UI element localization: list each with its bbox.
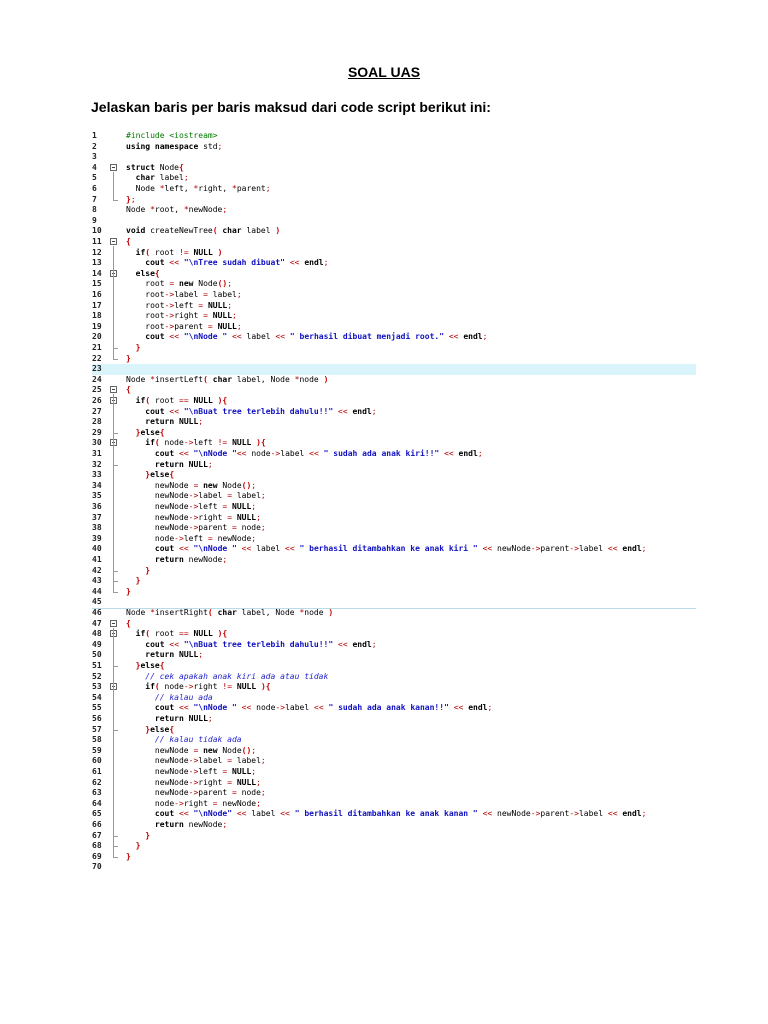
code-line-17 xyxy=(92,301,696,312)
code-text: } xyxy=(145,830,151,840)
fold-collapse-icon[interactable] xyxy=(110,164,117,171)
code-text: cout << "\nNode" << label << " berhasil ditambahkan ke anak kanan " << newNode->parent->label << endl; xyxy=(154,809,647,819)
code-line-47 xyxy=(92,619,696,630)
line-number: 4 xyxy=(92,162,97,172)
fold-guide-end xyxy=(113,730,118,731)
code-line-16 xyxy=(92,290,696,301)
fold-guide-end xyxy=(113,836,118,837)
code-text: } xyxy=(135,343,141,352)
line-number: 49 xyxy=(92,639,102,649)
line-number: 51 xyxy=(92,661,102,670)
code-line-29 xyxy=(92,428,696,439)
code-text: newNode->parent = node; xyxy=(126,788,266,798)
code-line-55 xyxy=(92,703,696,714)
code-text: cout << "\nNode " << label << " berhasil dibuat menjadi root." << endl; xyxy=(145,332,488,342)
line-number: 36 xyxy=(92,502,102,511)
fold-guide-end xyxy=(113,433,118,434)
code-text: newNode->left = NULL; xyxy=(126,767,257,776)
code-text: root->right = NULL; xyxy=(126,311,237,321)
line-number: 57 xyxy=(92,724,102,734)
line-number: 11 xyxy=(92,237,102,246)
fold-collapse-icon[interactable] xyxy=(110,386,117,393)
code-text: } xyxy=(126,851,131,861)
code-line-70 xyxy=(92,862,696,873)
code-line-20 xyxy=(92,332,696,343)
fold-guide-end xyxy=(113,200,118,201)
line-number: 60 xyxy=(92,756,102,766)
line-number: 55 xyxy=(92,703,102,713)
code-text: newNode->label = label; xyxy=(126,756,266,766)
code-text: return NULL; xyxy=(154,459,213,469)
line-number: 40 xyxy=(92,544,102,554)
code-text: if( root != NULL ) xyxy=(135,247,223,257)
line-number: 34 xyxy=(92,480,102,490)
code-line-2 xyxy=(92,142,696,153)
code-text: newNode->parent = node; xyxy=(126,523,266,533)
code-line-50 xyxy=(92,650,696,661)
fold-guide xyxy=(113,405,114,433)
code-line-35 xyxy=(92,491,696,502)
code-line-30 xyxy=(92,438,696,449)
line-number: 52 xyxy=(92,671,102,681)
line-number: 30 xyxy=(92,438,102,448)
code-line-63 xyxy=(92,788,696,799)
code-text: root = new Node(); xyxy=(126,279,233,289)
line-number: 14 xyxy=(92,268,102,278)
code-text: { xyxy=(126,385,131,395)
code-line-36 xyxy=(92,502,696,513)
line-number: 58 xyxy=(92,735,102,745)
line-number: 1 xyxy=(92,131,97,140)
line-number: 63 xyxy=(92,788,102,798)
code-line-33 xyxy=(92,470,696,481)
code-line-11 xyxy=(92,237,696,248)
line-number: 45 xyxy=(92,597,102,607)
code-line-58 xyxy=(92,735,696,746)
code-line-48 xyxy=(92,629,696,640)
line-number: 24 xyxy=(92,374,102,384)
code-line-22 xyxy=(92,354,696,365)
code-line-51 xyxy=(92,661,696,672)
code-text: root->parent = NULL; xyxy=(126,321,242,331)
code-line-24 xyxy=(92,375,696,386)
line-number: 65 xyxy=(92,809,102,819)
code-line-39 xyxy=(92,534,696,545)
fold-guide-end xyxy=(113,465,118,466)
line-number: 21 xyxy=(92,343,102,352)
code-text: #include <iostream> xyxy=(126,131,218,140)
code-line-15 xyxy=(92,279,696,290)
code-text: } xyxy=(126,586,131,596)
line-number: 48 xyxy=(92,629,102,639)
fold-guide xyxy=(113,691,114,729)
code-text: cout << "\nBuat tree terlebih dahulu!!" << endl; xyxy=(145,406,377,416)
line-number: 43 xyxy=(92,576,102,586)
line-number: 5 xyxy=(92,173,97,183)
line-number: 10 xyxy=(92,226,102,236)
line-number: 27 xyxy=(92,406,102,416)
code-line-62 xyxy=(92,778,696,789)
fold-guide xyxy=(113,469,114,571)
line-number: 22 xyxy=(92,353,102,363)
code-line-31 xyxy=(92,449,696,460)
fold-collapse-icon[interactable] xyxy=(110,238,117,245)
code-line-60 xyxy=(92,756,696,767)
fold-guide-end xyxy=(113,846,118,847)
code-text: }; xyxy=(126,194,136,204)
code-line-26 xyxy=(92,396,696,407)
fold-guide xyxy=(113,172,114,200)
line-number: 7 xyxy=(92,194,97,204)
code-line-67 xyxy=(92,831,696,842)
code-text: newNode->right = NULL; xyxy=(126,512,261,522)
line-number: 68 xyxy=(92,841,102,851)
line-number: 64 xyxy=(92,798,102,808)
code-text: struct Node{ xyxy=(126,162,184,172)
code-text: using namespace std; xyxy=(126,141,223,151)
line-number: 26 xyxy=(92,396,102,405)
code-line-7 xyxy=(92,195,696,206)
code-line-37 xyxy=(92,513,696,524)
line-number: 32 xyxy=(92,459,102,469)
line-number: 25 xyxy=(92,385,102,395)
line-number: 53 xyxy=(92,682,102,692)
code-line-19 xyxy=(92,322,696,333)
code-text: cout << "\nNode " << node->label << " sudah ada anak kanan!!" << endl; xyxy=(154,703,493,713)
code-line-14 xyxy=(92,269,696,280)
code-text: Node *root, *newNode; xyxy=(126,205,228,215)
code-text: else{ xyxy=(135,268,160,278)
instruction-text: Jelaskan baris per baris maksud dari code script berikut ini: xyxy=(91,99,491,115)
line-number: 9 xyxy=(92,215,97,225)
code-text: cout << "\nNode " << label << " berhasil ditambahkan ke anak kiri " << newNode->parent->label << endl; xyxy=(154,544,647,554)
code-line-4 xyxy=(92,163,696,174)
code-text: void createNewTree( char label ) xyxy=(126,226,281,236)
document-title: SOAL UAS xyxy=(347,64,421,80)
code-text: Node *left, *right, *parent; xyxy=(126,184,271,193)
line-number: 3 xyxy=(92,152,97,162)
line-number: 16 xyxy=(92,290,102,299)
code-line-46 xyxy=(92,608,696,619)
code-line-59 xyxy=(92,746,696,757)
code-line-9 xyxy=(92,216,696,227)
code-line-56 xyxy=(92,714,696,725)
code-text: root->label = label; xyxy=(126,290,242,299)
line-number: 44 xyxy=(92,586,102,596)
code-line-12 xyxy=(92,248,696,259)
code-text: return NULL; xyxy=(145,650,204,660)
code-line-34 xyxy=(92,481,696,492)
line-number: 66 xyxy=(92,820,102,829)
code-text: if( root == NULL ){ xyxy=(135,396,228,405)
code-text: // kalau ada xyxy=(126,692,213,702)
code-text: cout << "\nNode "<< node->label << " sudah ada anak kiri!!" << endl; xyxy=(154,449,483,458)
code-line-6 xyxy=(92,184,696,195)
line-number: 15 xyxy=(92,279,102,289)
fold-guide xyxy=(113,278,114,348)
code-line-69 xyxy=(92,852,696,863)
code-text: node->left = newNode; xyxy=(126,533,257,543)
code-line-57 xyxy=(92,725,696,736)
code-text: node->right = newNode; xyxy=(126,798,261,808)
code-line-52 xyxy=(92,672,696,683)
code-line-65 xyxy=(92,809,696,820)
code-text: newNode->right = NULL; xyxy=(126,777,261,787)
fold-guide-end xyxy=(113,666,118,667)
line-number: 6 xyxy=(92,184,97,193)
code-text: return newNode; xyxy=(154,555,228,564)
line-number: 20 xyxy=(92,332,102,342)
code-text: }else{ xyxy=(145,724,175,734)
line-number: 29 xyxy=(92,427,102,437)
line-number: 13 xyxy=(92,258,102,268)
line-number: 70 xyxy=(92,862,102,872)
line-number: 17 xyxy=(92,300,102,310)
code-text: char label; xyxy=(135,173,189,183)
fold-guide xyxy=(113,734,114,836)
code-line-49 xyxy=(92,640,696,651)
line-number: 39 xyxy=(92,533,102,543)
line-number: 35 xyxy=(92,491,102,501)
code-line-8 xyxy=(92,205,696,216)
code-line-18 xyxy=(92,311,696,322)
line-number: 31 xyxy=(92,449,102,458)
code-line-10 xyxy=(92,226,696,237)
code-line-23 xyxy=(92,364,696,375)
fold-guide-end xyxy=(113,857,118,858)
code-text: newNode = new Node(); xyxy=(126,745,257,755)
code-line-41 xyxy=(92,555,696,566)
code-line-3 xyxy=(92,152,696,163)
code-text: { xyxy=(126,618,131,628)
line-number: 54 xyxy=(92,692,102,702)
line-number: 41 xyxy=(92,555,102,564)
line-number: 38 xyxy=(92,523,102,533)
line-number: 28 xyxy=(92,417,102,427)
code-text: }else{ xyxy=(135,427,165,437)
line-number: 19 xyxy=(92,321,102,331)
line-number: 56 xyxy=(92,714,102,723)
code-text: return NULL; xyxy=(145,417,204,427)
code-line-27 xyxy=(92,407,696,418)
code-text: } xyxy=(145,565,151,575)
code-text: }else{ xyxy=(135,661,165,670)
code-line-1 xyxy=(92,131,696,142)
line-number: 2 xyxy=(92,141,97,151)
code-text: } xyxy=(126,353,131,363)
code-text: newNode->left = NULL; xyxy=(126,502,257,511)
code-text: // cek apakah anak kiri ada atau tidak xyxy=(126,671,329,681)
code-text: if( node->right != NULL ){ xyxy=(145,682,271,692)
code-line-13 xyxy=(92,258,696,269)
line-number: 50 xyxy=(92,650,102,660)
code-line-53 xyxy=(92,682,696,693)
code-line-21 xyxy=(92,343,696,354)
code-text: newNode->label = label; xyxy=(126,491,266,501)
code-text: return NULL; xyxy=(154,714,213,723)
code-line-25 xyxy=(92,385,696,396)
code-line-64 xyxy=(92,799,696,810)
line-number: 67 xyxy=(92,830,102,840)
code-text: return newNode; xyxy=(154,820,228,829)
line-number: 8 xyxy=(92,205,97,215)
line-number: 59 xyxy=(92,745,102,755)
fold-collapse-icon[interactable] xyxy=(110,620,117,627)
fold-guide-end xyxy=(113,581,118,582)
code-listing xyxy=(92,131,696,873)
line-number: 42 xyxy=(92,565,102,575)
code-text: { xyxy=(126,237,131,246)
code-text: root->left = NULL; xyxy=(126,300,233,310)
code-text: cout << "\nTree sudah dibuat" << endl; xyxy=(145,258,329,268)
code-line-38 xyxy=(92,523,696,534)
code-line-66 xyxy=(92,820,696,831)
line-number: 12 xyxy=(92,247,102,257)
code-line-68 xyxy=(92,841,696,852)
line-number: 62 xyxy=(92,777,102,787)
code-text: Node *insertLeft( char label, Node *node ) xyxy=(126,374,329,384)
fold-guide xyxy=(113,447,114,464)
code-line-28 xyxy=(92,417,696,428)
code-text: if( root == NULL ){ xyxy=(135,629,228,639)
fold-guide-end xyxy=(113,359,118,360)
line-number: 61 xyxy=(92,767,102,776)
fold-guide xyxy=(113,638,114,666)
code-line-43 xyxy=(92,576,696,587)
code-text: } xyxy=(135,841,141,851)
line-number: 37 xyxy=(92,512,102,522)
code-text: // kalau tidak ada xyxy=(126,735,242,745)
code-text: newNode = new Node(); xyxy=(126,480,257,490)
code-text: cout << "\nBuat tree terlebih dahulu!!" << endl; xyxy=(145,639,377,649)
code-line-32 xyxy=(92,460,696,471)
line-number: 33 xyxy=(92,470,102,480)
code-line-61 xyxy=(92,767,696,778)
fold-guide-end xyxy=(113,348,118,349)
code-line-40 xyxy=(92,544,696,555)
code-line-44 xyxy=(92,587,696,598)
code-text: Node *insertRight( char label, Node *node ) xyxy=(126,608,334,617)
line-number: 23 xyxy=(92,364,102,374)
code-text: }else{ xyxy=(145,470,175,480)
code-line-5 xyxy=(92,173,696,184)
line-number: 18 xyxy=(92,311,102,321)
code-line-42 xyxy=(92,566,696,577)
code-line-54 xyxy=(92,693,696,704)
code-text: if( node->left != NULL ){ xyxy=(145,438,266,448)
fold-guide-end xyxy=(113,571,118,572)
line-number: 46 xyxy=(92,608,102,617)
fold-guide-end xyxy=(113,592,118,593)
line-number: 69 xyxy=(92,851,102,861)
code-text: } xyxy=(135,576,141,586)
line-number: 47 xyxy=(92,618,102,628)
